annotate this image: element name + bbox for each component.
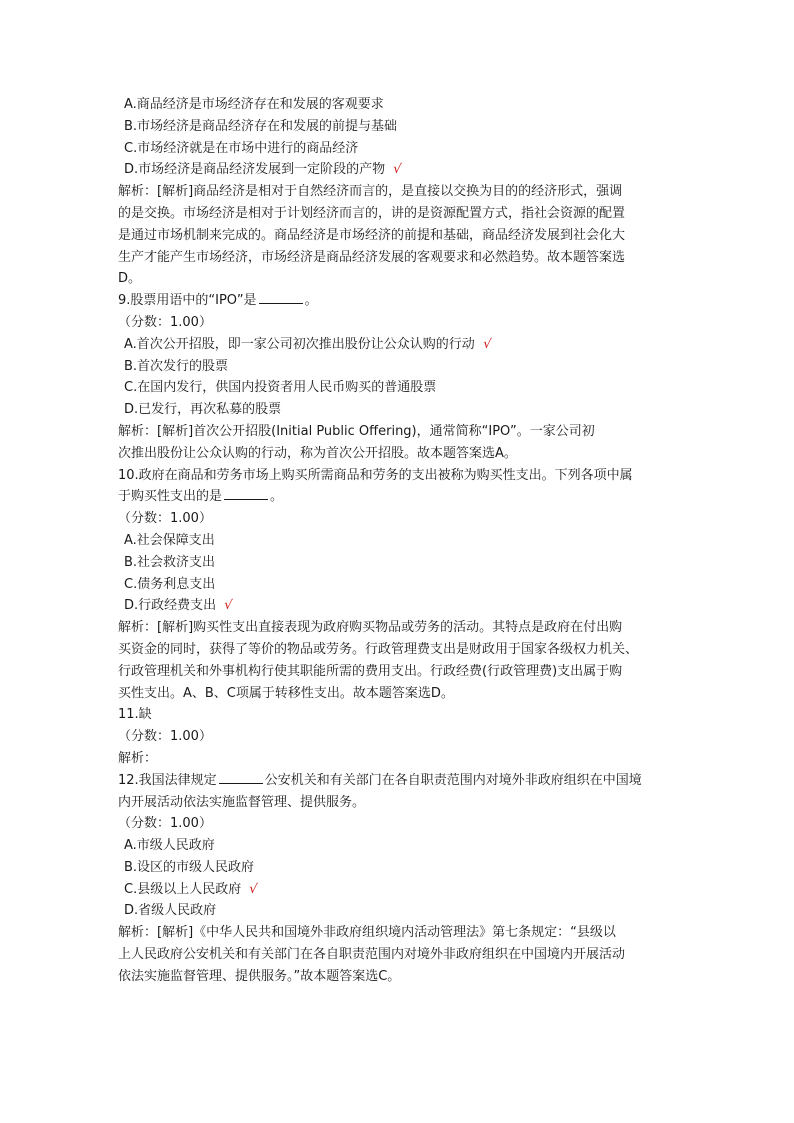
analysis-line: 的是交换。市场经济是相对于计划经济而言的，讲的是资源配置方式，指社会资源的配置	[118, 205, 626, 221]
q12-stem-line1: 12.我国法律规定 公安机关和有关部门在各自职责范围内对境外非政府组织在中国境	[118, 770, 678, 792]
q9-option-d: D.已发行，再次私募的股票	[124, 402, 282, 418]
q9-option-a: A.首次公开招股，即一家公司初次推出股份让公众认购的行动 √	[118, 334, 678, 356]
analysis-line: 行政管理机关和外事机构行使其职能所需的费用支出。行政经费(行政管理费)支出属于购	[118, 663, 623, 679]
check-mark-icon: √	[248, 881, 259, 898]
analysis-line: 上人民政府公安机关和有关部门在各自职责范围内对境外非政府组织在中国境内开展活动	[118, 947, 626, 963]
q10-option-a: A.社会保障支出	[124, 532, 215, 548]
q9-score: （分数：1.00）	[118, 314, 212, 330]
q10-option-c: C.债务利息支出	[124, 576, 216, 592]
q9-stem: 9.股票用语中的“IPO”是 。	[118, 290, 678, 312]
answer-blank	[224, 486, 268, 500]
analysis-line: 解析：[解析]购买性支出直接表现为政府购买物品或劳务的活动。其特点是政府在付出购	[118, 620, 623, 636]
check-mark-icon: √	[223, 597, 234, 614]
check-mark-icon: √	[392, 162, 403, 178]
q9-option-c: C.在国内发行，供国内投资者用人民币购买的普通股票	[124, 380, 437, 396]
q8-option-a: A.商品经济是市场经济存在和发展的客观要求	[124, 97, 384, 112]
exam-page	[118, 94, 678, 988]
check-mark-icon: √	[482, 336, 492, 353]
q12-stem-line2: 内开展活动依法实施监督管理、提供服务。	[118, 794, 366, 810]
q9-option-b: B.首次发行的股票	[124, 358, 229, 374]
q8-options	[118, 94, 678, 181]
q11-stem: 11.缺	[118, 707, 152, 723]
analysis-line: 买性支出。A、B、C项属于转移性支出。故本题答案选D。	[118, 685, 454, 701]
analysis-line: 买资金的同时，获得了等价的物品或劳务。行政管理费支出是财政用于国家各级权力机关、	[118, 641, 639, 657]
q12-score: （分数：1.00）	[118, 816, 212, 832]
analysis-line: 解析：[解析]商品经济是相对于自然经济而言的，是直接以交换为目的的经济形式，强调	[118, 184, 623, 200]
analysis-line: 解析：[解析]《中华人民共和国境外非政府组织境内活动管理法》第七条规定：“县级以	[118, 925, 616, 941]
q8-option-b: B.市场经济是商品经济存在和发展的前提与基础	[124, 118, 398, 134]
q10-option-d: D.行政经费支出 √	[118, 595, 678, 617]
analysis-line: 解析：[解析]首次公开招股(Initial Public Offering)，通常简称“IPO”。一家公司初	[118, 423, 595, 439]
q12-option-a: A.市级人民政府	[124, 838, 215, 854]
q12-option-d: D.省级人民政府	[124, 903, 217, 919]
q10-score: （分数：1.00）	[118, 511, 212, 527]
q11-analysis: 解析：	[118, 750, 158, 766]
q10-stem-line1: 10.政府在商品和劳务市场上购买所需商品和劳务的支出被称为购买性支出。下列各项中属	[118, 467, 633, 483]
q8-analysis	[118, 181, 678, 290]
q12-option-b: B.设区的市级人民政府	[124, 859, 255, 875]
q8-option-c: C.市场经济就是在市场中进行的商品经济	[124, 140, 359, 156]
answer-blank	[259, 290, 303, 304]
analysis-line: 依法实施监督管理、提供服务。”故本题答案选C。	[118, 968, 401, 984]
q10-stem-line2: 于购买性支出的是 。	[118, 486, 678, 508]
analysis-line: 次推出股份让公众认购的行动，称为首次公开招股。故本题答案选A。	[118, 445, 517, 461]
analysis-line: 是通过市场机制来完成的。商品经济是市场经济的前提和基础，商品经济发展到社会化大	[118, 227, 626, 243]
answer-blank	[219, 770, 263, 784]
q12-option-c: C.县级以上人民政府 √	[118, 879, 678, 901]
q11-score: （分数：1.00）	[118, 729, 212, 745]
analysis-line: 生产才能产生市场经济，市场经济是商品经济发展的客观要求和必然趋势。故本题答案选	[118, 249, 626, 265]
q8-option-d: D.市场经济是商品经济发展到一定阶段的产物 √	[118, 159, 678, 181]
analysis-line: D。	[118, 271, 142, 287]
q10-option-b: B.社会救济支出	[124, 554, 216, 570]
